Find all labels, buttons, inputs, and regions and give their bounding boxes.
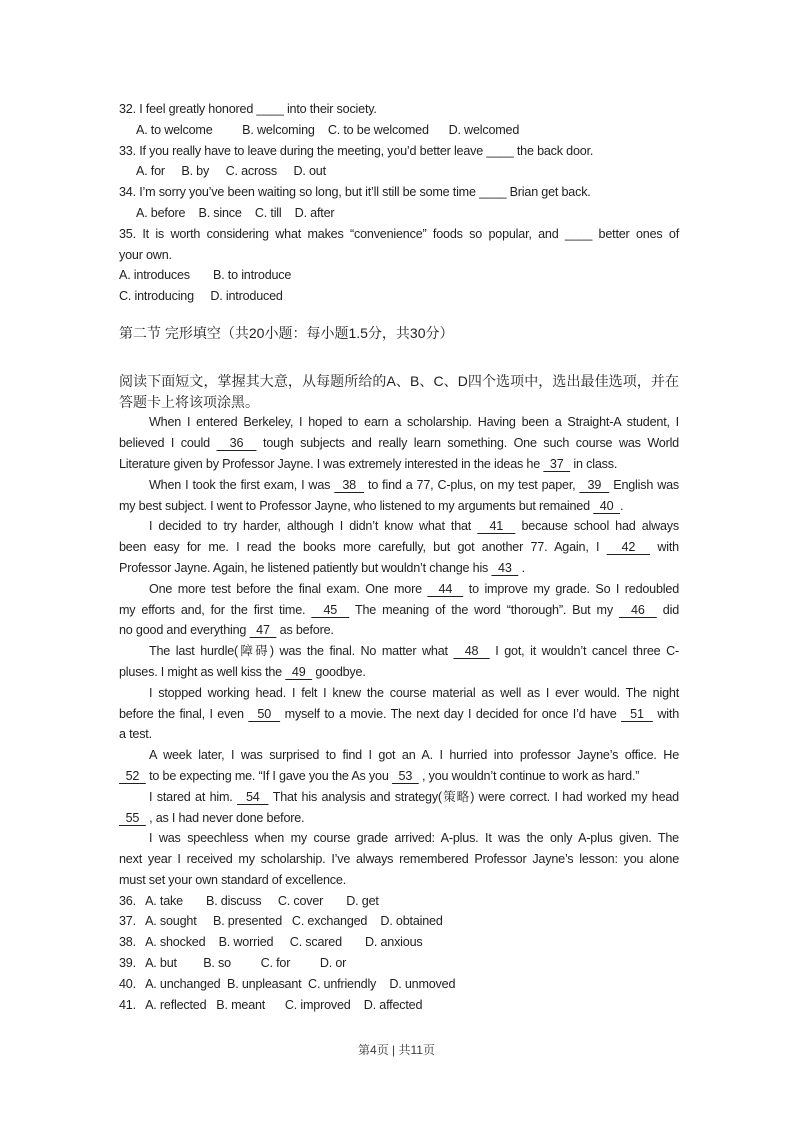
cloze-paragraph (119, 516, 679, 578)
page-content (119, 99, 679, 1015)
cloze-blank-39: 39 (579, 477, 610, 492)
cloze-blank-53: 53 (391, 768, 419, 783)
passage-line: Literature given by Professor Jayne. I was extremely interested in the ideas he 37 in class. (119, 456, 618, 471)
passage-line: next year I received my scholarship. I’ve always remembered Professor Jayne’s lesson: you alone (119, 852, 679, 867)
cloze-section-title: 第二节 完形填空（共20小题：每小题1.5分，共30分） (119, 324, 454, 341)
passage-line: A week later, I was surprised to find I got an A. I hurried into professor Jayne’s office. He (149, 748, 679, 763)
cloze-instructions-line-2: 答题卡上将该项涂黑。 (119, 393, 259, 410)
passage-line: I stopped working head. I felt I knew the course material as well as I ever would. The night (149, 685, 679, 700)
cloze-blank-44: 44 (427, 581, 464, 596)
question-33-options: A. for B. by C. across D. out (136, 164, 326, 179)
passage-line: must set your own standard of excellence. (119, 872, 347, 887)
passage-line: When I entered Berkeley, I hoped to earn a scholarship. Having been a Straight-A student, I (149, 415, 679, 430)
cloze-option-row-40: 40. A. unchanged B. unpleasant C. unfriendly D. unmoved (119, 976, 456, 991)
cloze-paragraph (119, 683, 679, 745)
cloze-blank-55: 55 (119, 810, 146, 825)
passage-line: When I took the first exam, I was 38 to find a 77, C-plus, on my test paper, 39 English was (149, 477, 679, 492)
cloze-blank-48: 48 (453, 644, 490, 659)
passage-line: One more test before the final exam. One more 44 to improve my grade. So I redoubled (149, 581, 679, 596)
passage-line: my efforts and, for the first time. 45 The meaning of the word “thorough”. But my 46 did (119, 602, 680, 617)
cloze-option-row-39: 39. A. but B. so C. for D. or (119, 956, 347, 971)
cloze-option-row-37: 37. A. sought B. presented C. exchanged D. obtained (119, 914, 443, 929)
cloze-instructions-line-1: 阅读下面短文，掌握其大意，从每题所给的A、B、C、D四个选项中，选出最佳选项，并在 (119, 372, 679, 389)
cloze-paragraph (119, 579, 679, 641)
cloze-blank-52: 52 (119, 768, 146, 783)
passage-line: my best subject. I went to Professor Jayne, who listened to my arguments but remained 40 . (119, 498, 624, 513)
cloze-paragraph (119, 828, 679, 890)
question-32-stem: 32. I feel greatly honored ____ into their society. (119, 102, 377, 116)
question-35-stem: 35. It is worth considering what makes “convenience” foods so popular, and ____ better ones of (119, 226, 679, 241)
cloze-option-rows (119, 891, 679, 1016)
cloze-blank-43: 43 (491, 560, 519, 575)
cloze-paragraph (119, 412, 679, 474)
cloze-paragraph (119, 641, 679, 683)
cloze-blank-42: 42 (606, 540, 650, 555)
question-35-stem-continued: your own. (119, 247, 172, 262)
cloze-paragraph (119, 787, 679, 829)
cloze-option-row-41: 41. A. reflected B. meant C. improved D. affected (119, 997, 423, 1012)
cloze-paragraph (119, 475, 679, 517)
cloze-blank-54: 54 (237, 789, 269, 804)
cloze-blank-45: 45 (311, 602, 350, 617)
passage-line: pluses. I might as well kiss the 49 goodbye. (119, 664, 366, 679)
passage-line: I was speechless when my course grade arrived: A-plus. It was the only A-plus given. The (149, 831, 679, 846)
cloze-blank-49: 49 (285, 664, 313, 679)
passage-line: I stared at him. 54 That his analysis and strategy(策略) were correct. I had worked my head (149, 789, 679, 804)
passage-line: a test. (119, 727, 152, 742)
cloze-blank-41: 41 (477, 519, 516, 534)
cloze-instructions (119, 371, 679, 413)
cloze-option-row-38: 38. A. shocked B. worried C. scared D. anxious (119, 935, 423, 950)
passage-line: no good and everything 47 as before. (119, 623, 334, 638)
cloze-blank-36: 36 (216, 436, 257, 451)
page-number-footer: 第4页 | 共11页 (358, 1043, 435, 1057)
question-35-options-ab: A. introduces B. to introduce (119, 268, 292, 283)
question-32-options: A. to welcome B. welcoming C. to be welcomed D. welcomed (136, 122, 520, 137)
passage-line: 55 , as I had never done before. (119, 810, 305, 825)
cloze-blank-40: 40 (593, 498, 621, 513)
grammar-questions-section (119, 99, 679, 307)
cloze-blank-38: 38 (334, 477, 365, 492)
cloze-paragraph (119, 745, 679, 787)
question-33-stem: 33. If you really have to leave during the meeting, you’d better leave ____ the back door. (119, 143, 594, 158)
cloze-blank-46: 46 (618, 602, 657, 617)
question-34-options: A. before B. since C. till D. after (136, 205, 335, 220)
cloze-blank-50: 50 (248, 706, 281, 721)
passage-line: before the final, I even 50 myself to a movie. The next day I decided for once I’d have 51 with (119, 706, 679, 721)
passage-line: Professor Jayne. Again, he listened patiently but wouldn’t change his 43 . (119, 560, 525, 575)
cloze-blank-51: 51 (621, 706, 653, 721)
cloze-blank-47: 47 (249, 623, 277, 638)
passage-line: 52 to be expecting me. “If I gave you the As you 53 , you wouldn’t continue to work as hard.” (119, 768, 640, 783)
passage-line: I decided to try harder, although I didn’t know what that 41 because school had always (149, 519, 680, 534)
question-34-stem: 34. I’m sorry you’ve been waiting so long, but it’ll still be some time ____ Brian get back. (119, 185, 591, 200)
question-35-options-cd: C. introducing D. introduced (119, 289, 283, 304)
cloze-option-row-36: 36. A. take B. discuss C. cover D. get (119, 893, 379, 908)
passage-line: The last hurdle(障碍) was the final. No matter what 48 I got, it wouldn’t cancel three C- (149, 644, 679, 659)
cloze-blank-37: 37 (543, 456, 571, 471)
passage-line: been easy for me. I read the books more carefully, but got another 77. Again, I 42 with (119, 540, 679, 555)
passage-line: believed I could 36 tough subjects and really learn something. One such course was World (119, 436, 679, 451)
cloze-passage (119, 412, 679, 890)
